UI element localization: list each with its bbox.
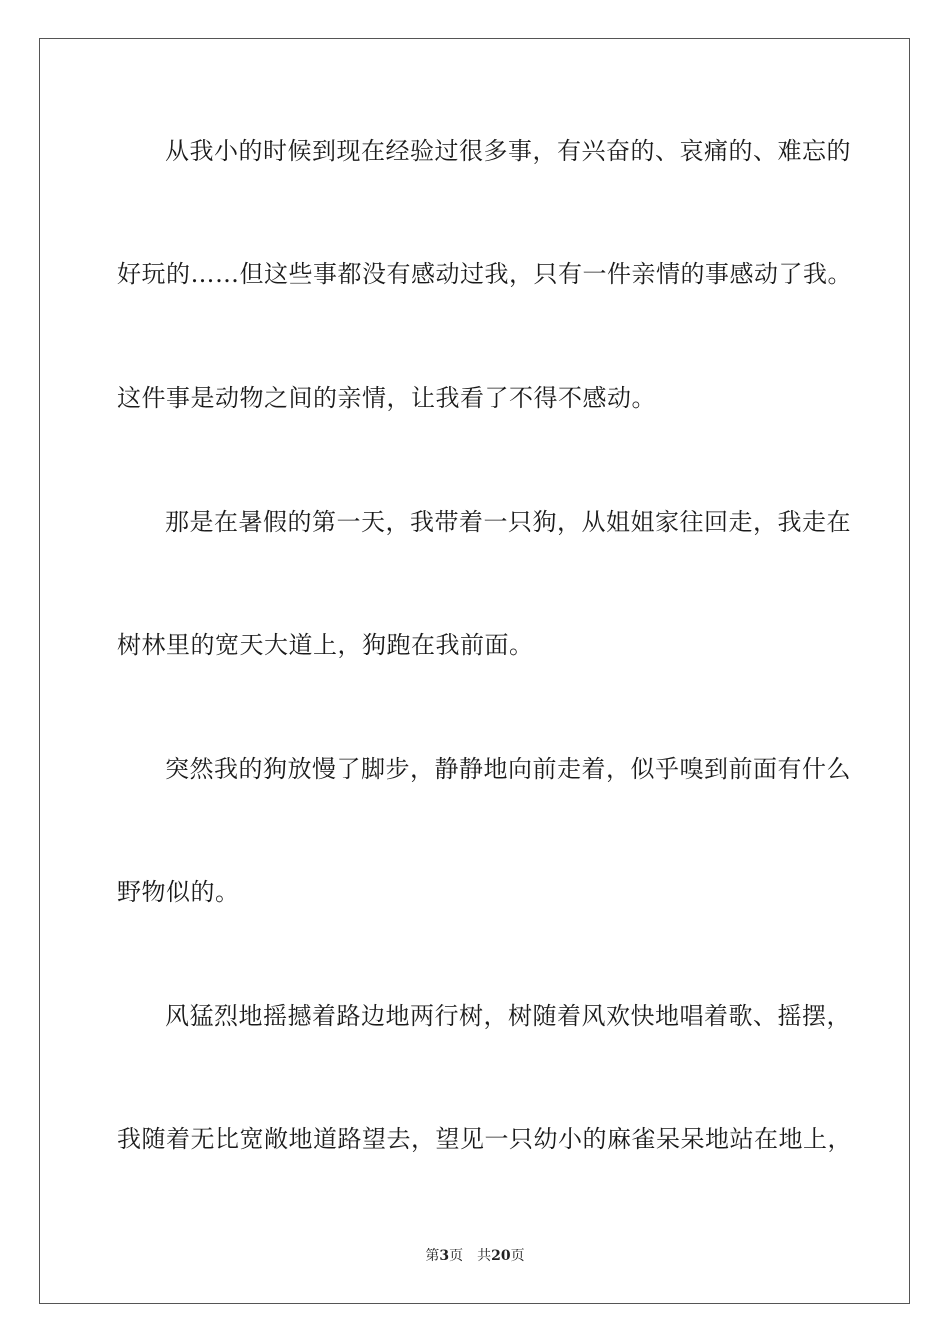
paragraph-3-line-1: 突然我的狗放慢了脚步，静静地向前走着，似乎嗅到前面有什么 xyxy=(165,755,851,783)
paragraph-4-line-1: 风猛烈地摇撼着路边地两行树，树随着风欢快地唱着歌、摇摆， xyxy=(165,1002,851,1030)
paragraph-1-line-2: 好玩的……但这些事都没有感动过我，只有一件亲情的事感动了我。 xyxy=(117,260,852,288)
page-border xyxy=(39,38,910,1304)
paragraph-2-line-1: 那是在暑假的第一天，我带着一只狗，从姐姐家往回走，我走在 xyxy=(165,508,851,536)
page-prefix: 第 xyxy=(425,1248,440,1264)
total-prefix: 共 xyxy=(477,1248,492,1264)
page-total: 20 xyxy=(491,1248,511,1264)
page-suffix: 页 xyxy=(449,1248,464,1264)
page-current: 3 xyxy=(439,1248,450,1264)
paragraph-1-line-3: 这件事是动物之间的亲情，让我看了不得不感动。 xyxy=(117,384,656,412)
total-suffix: 页 xyxy=(510,1248,525,1264)
paragraph-4-line-2: 我随着无比宽敞地道路望去，望见一只幼小的麻雀呆呆地站在地上， xyxy=(117,1125,852,1153)
paragraph-3-line-2: 野物似的。 xyxy=(117,878,240,906)
paragraph-1-line-1: 从我小的时候到现在经验过很多事，有兴奋的、哀痛的、难忘的 xyxy=(165,137,851,165)
paragraph-2-line-2: 树林里的宽天大道上，狗跑在我前面。 xyxy=(117,631,534,659)
page-footer xyxy=(0,1247,950,1265)
